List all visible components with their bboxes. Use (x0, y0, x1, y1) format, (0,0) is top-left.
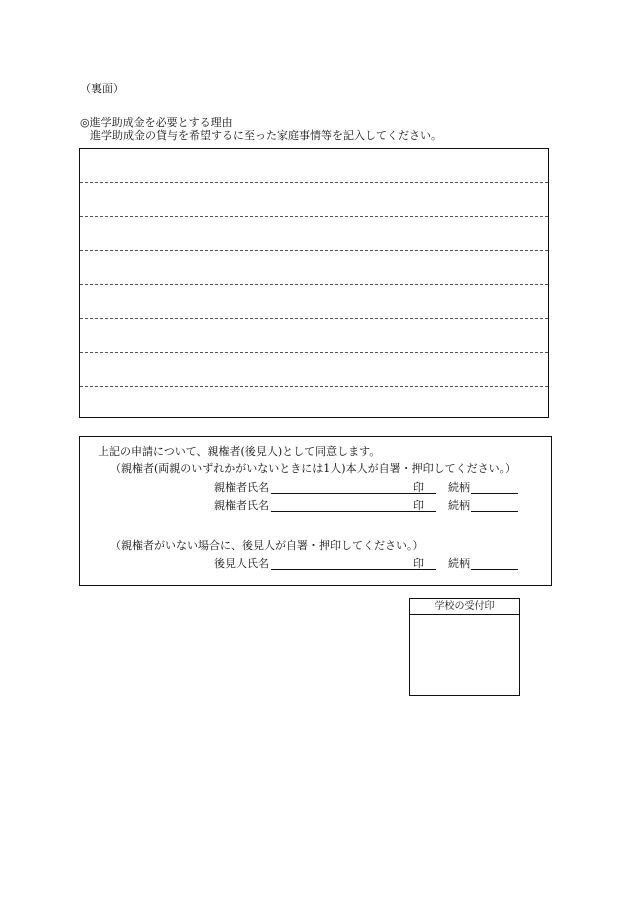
relation-label: 続柄 (448, 499, 470, 512)
writing-line (80, 284, 548, 285)
stamp-box-title: 学校の受付印 (410, 599, 519, 615)
consent-guardian-note: （親権者(両親のいずれかがいないときには1人)本人が自署・押印してください。） (110, 462, 517, 475)
seal-mark: 印 (413, 481, 424, 494)
writing-line (80, 250, 548, 251)
writing-line (80, 182, 548, 183)
page-side-label: （裏面） (80, 82, 124, 95)
guardian-signature-row-2 (214, 499, 524, 513)
guardian-name-label: 親権者氏名 (214, 499, 269, 512)
reason-instructions: 進学助成金の貸与を希望するに至った家庭事情等を記入してください。 (90, 129, 442, 142)
seal-underline (413, 569, 436, 570)
trustee-note: （親権者がいない場合に、後見人が自署・押印してください。） (110, 539, 424, 552)
seal-mark: 印 (413, 557, 424, 570)
writing-line (80, 318, 548, 319)
relation-label: 続柄 (448, 557, 470, 570)
guardian-name-label: 親権者氏名 (214, 481, 269, 494)
trustee-signature-row (214, 557, 524, 571)
trustee-name-field[interactable] (271, 569, 413, 570)
guardian-name-field[interactable] (271, 511, 413, 512)
reason-writing-area[interactable] (79, 148, 549, 418)
writing-line (80, 352, 548, 353)
seal-underline (413, 511, 436, 512)
writing-line (80, 216, 548, 217)
consent-statement: 上記の申請について、親権者(後見人)として同意します。 (98, 445, 381, 458)
guardian-consent-section (79, 436, 552, 586)
trustee-name-label: 後見人氏名 (214, 557, 269, 570)
seal-mark: 印 (413, 499, 424, 512)
reason-heading: ◎進学助成金を必要とする理由 (80, 116, 233, 129)
writing-line (80, 386, 548, 387)
seal-underline (413, 493, 436, 494)
relation-field[interactable] (471, 569, 518, 570)
relation-field[interactable] (471, 511, 518, 512)
guardian-name-field[interactable] (271, 493, 413, 494)
relation-field[interactable] (471, 493, 518, 494)
relation-label: 続柄 (448, 481, 470, 494)
guardian-signature-row-1 (214, 481, 524, 495)
school-reception-stamp-box (409, 598, 520, 696)
